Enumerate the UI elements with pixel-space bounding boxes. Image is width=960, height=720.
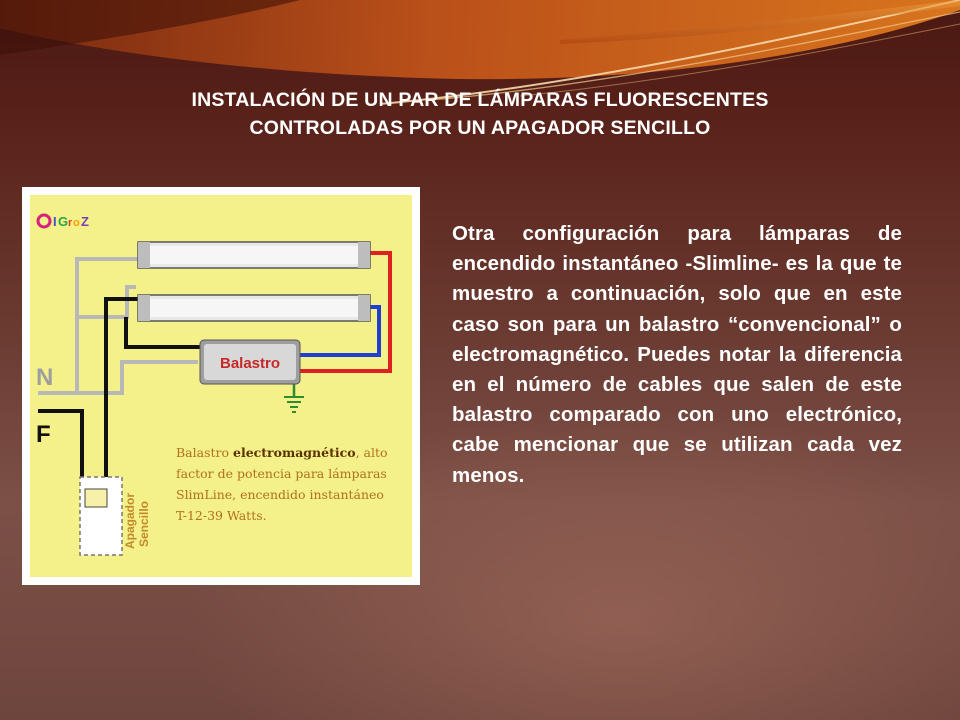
slide-title	[60, 86, 900, 142]
wiring-diagram-svg	[22, 187, 420, 585]
ballast-label: Balastro	[219, 355, 281, 372]
svg-text:Z: Z	[81, 214, 89, 229]
title-line-1: INSTALACIÓN DE UN PAR DE LÁMPARAS FLUORESCENTES	[191, 89, 769, 111]
neutral-label: N	[36, 364, 54, 391]
title-line-2: CONTROLADAS POR UN APAGADOR SENCILLO	[249, 117, 711, 139]
switch-label-2: Sencillo	[137, 500, 151, 547]
svg-text:r: r	[68, 217, 73, 229]
wiring-diagram	[22, 187, 420, 585]
svg-text:G: G	[58, 214, 69, 229]
caption-line-2: factor de potencia para lámparas	[176, 466, 387, 481]
fluorescent-lamp-2	[138, 295, 370, 321]
caption-line-4: T-12-39 Watts.	[176, 508, 267, 523]
body-paragraph: Otra configuración para lámparas de encendido instantáneo -Slimline- es la que te muestro a continuación, solo que en este caso son para un balastro “convencional” o electromagnético. Puedes notar la diferencia en el número de cables que salen de este balastro comparado con uno electrónico, cabe mencionar que se utilizan cada vez menos.	[452, 222, 902, 487]
caption-line-1: Balastro electromagnético, alto	[176, 445, 388, 460]
ballast-box	[200, 340, 300, 384]
phase-label: F	[36, 421, 51, 448]
svg-text:o: o	[73, 217, 80, 229]
svg-text:I: I	[53, 214, 57, 229]
caption-line-3: SlimLine, encendido instantáneo	[176, 487, 384, 502]
fluorescent-lamp-1	[138, 242, 370, 268]
switch-label-1: Apagador	[123, 492, 137, 549]
